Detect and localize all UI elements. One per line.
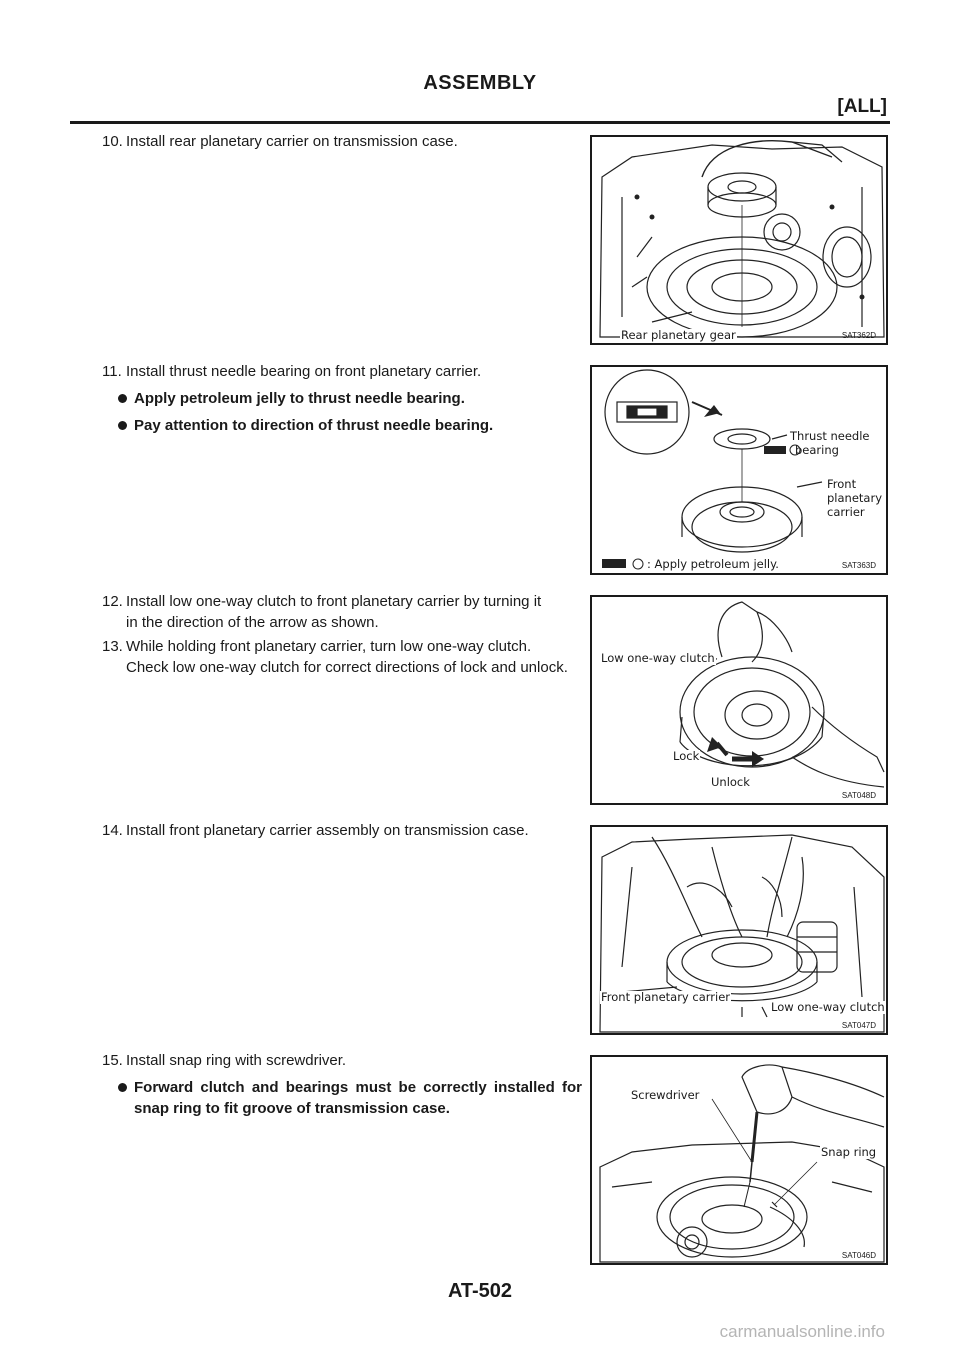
bullet-item: Forward clutch and bearings must be correctly installed for snap ring to fit groove of transmission case. (102, 1077, 582, 1119)
figure-low-one-way-clutch (590, 595, 888, 805)
step-12 (102, 591, 582, 633)
callout-thrust-needle: Thrust needle (790, 429, 870, 443)
figure-front-planetary-carrier (590, 825, 888, 1035)
callout-lock: Lock (673, 749, 700, 763)
figure-snap-ring (590, 1055, 888, 1265)
step-text: Install snap ring with screwdriver. (126, 1052, 347, 1069)
callout-rear-planetary-gear: Rear planetary gear (621, 328, 736, 342)
callout-front-planetary-carrier: Front planetary carrier (601, 990, 731, 1004)
step-text-continuation: in the direction of the arrow as shown. (126, 614, 379, 631)
step-text: Install thrust needle bearing on front planetary carrier. (126, 363, 482, 380)
step-11 (102, 361, 582, 436)
figure-code: SAT046D (841, 1251, 876, 1260)
figure-code: SAT048D (841, 791, 876, 800)
header-rule (70, 121, 890, 124)
legend-apply-petroleum-jelly: : Apply petroleum jelly. (647, 557, 779, 571)
figure-code: SAT363D (841, 561, 876, 570)
step-text: Install rear planetary carrier on transmission case. (126, 133, 458, 150)
bullet-item: Pay attention to direction of thrust needle bearing. (102, 415, 582, 436)
figure-code: SAT047D (841, 1021, 876, 1030)
step-text-continuation: Check low one-way clutch for correct directions of lock and unlock. (126, 659, 568, 676)
callout-screwdriver: Screwdriver (631, 1088, 700, 1102)
watermark: carmanualsonline.info (719, 1322, 885, 1341)
section-tag: [ALL] (837, 96, 887, 117)
step-number: 13. (102, 638, 123, 655)
callout-planetary: planetary (827, 491, 882, 505)
step-number: 12. (102, 593, 123, 610)
callout-front: Front (827, 477, 857, 491)
thrust-bearing-illustration (592, 367, 888, 575)
figure-code: SAT362D (841, 331, 876, 340)
step-13 (102, 636, 582, 678)
step-14 (102, 820, 582, 841)
callout-carrier: carrier (827, 505, 865, 519)
step-number: 15. (102, 1052, 123, 1069)
callout-low-one-way-clutch: Low one-way clutch (771, 1000, 885, 1014)
step-text: Install front planetary carrier assembly on transmission case. (126, 822, 529, 839)
page-number: AT-502 (447, 1280, 513, 1302)
bullet-icon (118, 394, 127, 403)
step-10 (102, 131, 582, 152)
step-text: While holding front planetary carrier, turn low one-way clutch. (126, 638, 532, 655)
step-text: Install low one-way clutch to front planetary carrier by turning it (126, 593, 542, 610)
callout-snap-ring: Snap ring (821, 1145, 877, 1159)
bullet-icon (118, 421, 127, 430)
step-number: 14. (102, 822, 123, 839)
step-number: 11. (102, 363, 122, 380)
callout-bearing: bearing (795, 443, 839, 457)
step-15 (102, 1050, 582, 1119)
callout-low-one-way-clutch: Low one-way clutch (601, 651, 715, 665)
bullet-icon (118, 1083, 127, 1092)
rear-planetary-illustration (592, 137, 888, 345)
figure-rear-planetary-gear (590, 135, 888, 345)
bullet-item: Apply petroleum jelly to thrust needle bearing. (102, 388, 582, 409)
figure-thrust-needle-bearing (590, 365, 888, 575)
one-way-clutch-illustration (592, 597, 888, 805)
step-number: 10. (102, 133, 123, 150)
callout-unlock: Unlock (711, 775, 750, 789)
page-title: ASSEMBLY (423, 72, 537, 94)
